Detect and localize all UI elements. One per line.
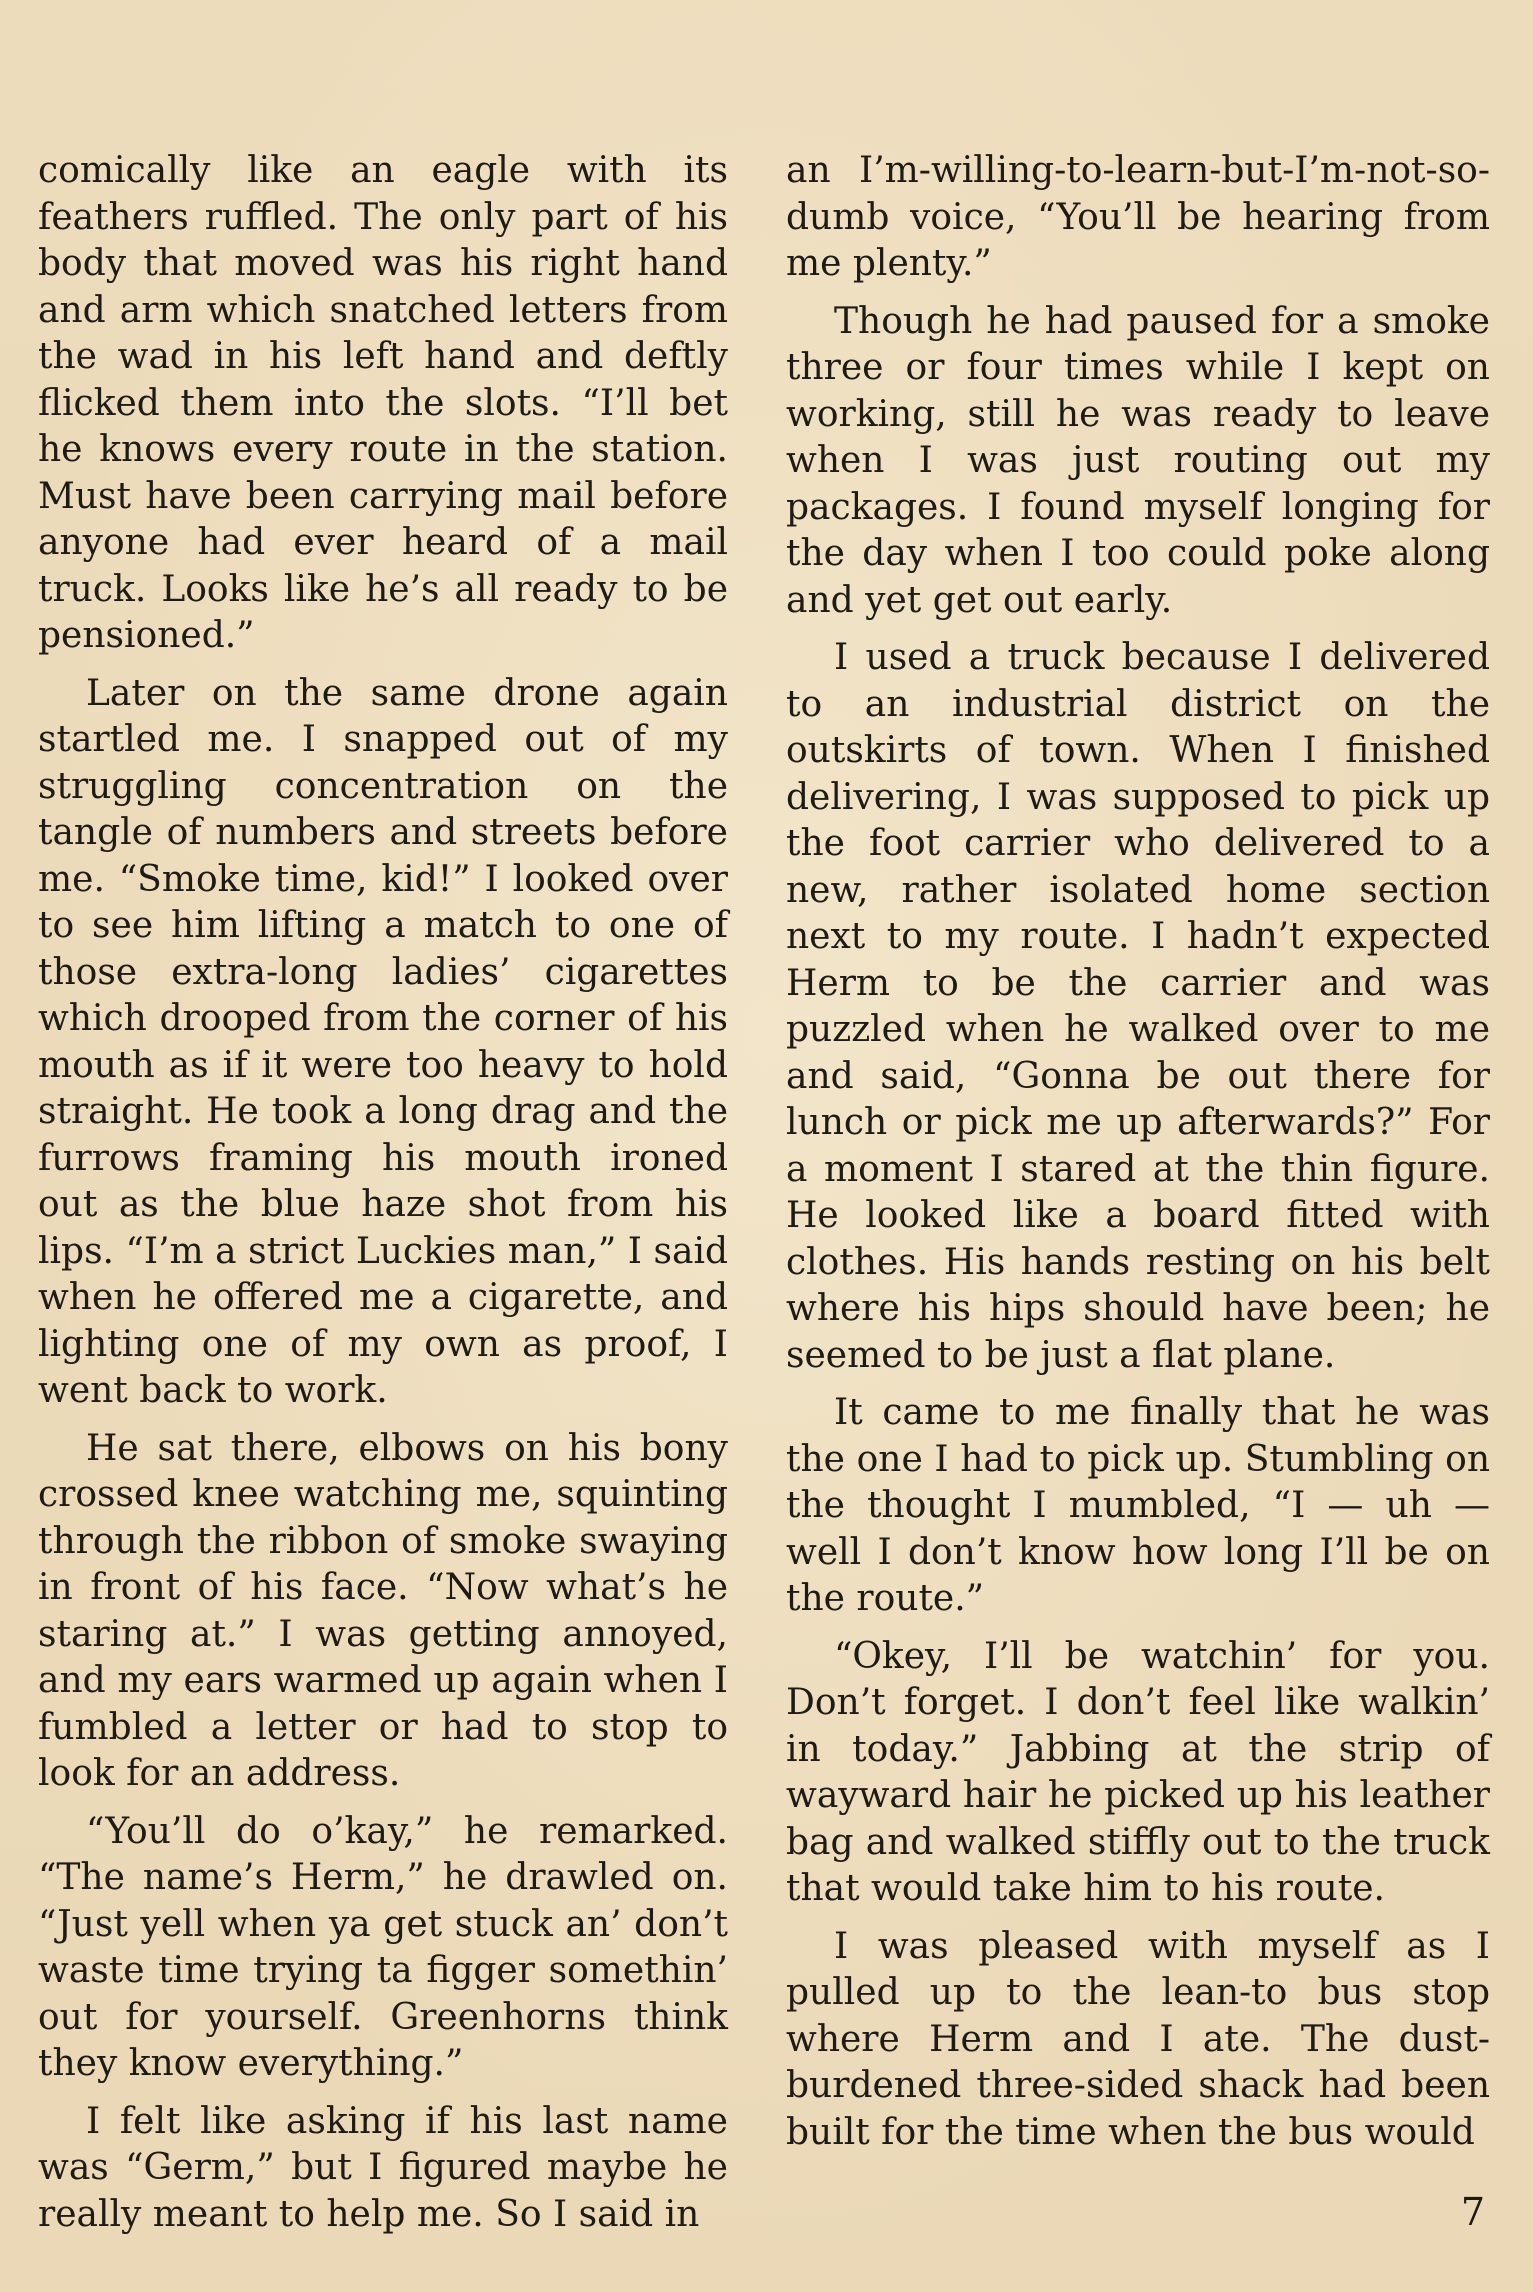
paragraph-continued: comically like an eagle with its feathers ruffled. The only part of his body that moved was his right hand and arm which snatched letters from the wad in his left hand and deftly flicked them into the slots. “I’ll bet he knows every route in the station. Must have been carrying mail before anyone had ever heard of a mail truck. Looks like he’s all ready to be pensioned.”	[38, 150, 728, 656]
paragraph: “Okey, I’ll be watchin’ for you. Don’t forget. I don’t feel like walkin’ in today.” Jabbing at the strip of wayward hair he picked up his leather bag and walked stiffly out to the truck that would take him to his route.	[786, 1635, 1490, 1909]
left-text-column	[38, 148, 728, 2249]
paragraph: I was pleased with myself as I pulled up to the lean-to bus stop where Herm and I ate. The dust-burdened three-sided shack had been built for the time when the bus would	[786, 1925, 1490, 2153]
paragraph-continued: an I’m-willing-to-learn-but-I’m-not-so-dumb voice, “You’ll be hearing from me plenty.”	[786, 150, 1490, 284]
paragraph: Later on the same drone again startled me. I snapped out of my struggling concentration on the tangle of numbers and streets before me. “Smoke time, kid!” I looked over to see him lifting a match to one of those extra-long ladies’ cigarettes which drooped from the corner of his mouth as if it were too heavy to hold straight. He took a long drag and the furrows framing his mouth ironed out as the blue haze shot from his lips. “I’m a strict Luckies man,” I said when he offered me a cigarette, and lighting one of my own as proof, I went back to work.	[38, 672, 728, 1411]
paragraph: I felt like asking if his last name was “Germ,” but I figured maybe he really meant to help me. So I said in	[38, 2100, 728, 2235]
paragraph: I used a truck because I delivered to an industrial district on the outskirts of town. When I finished delivering, I was supposed to pick up the foot carrier who delivered to a new, rather isolated home section next to my route. I hadn’t expected Herm to be the carrier and was puzzled when he walked over to me and said, “Gonna be out there for lunch or pick me up afterwards?” For a moment I stared at the thin figure. He looked like a board fitted with clothes. His hands resting on his belt where his hips should have been; he seemed to be just a flat plane.	[786, 637, 1490, 1376]
page-number: 7	[1460, 2190, 1485, 2234]
paragraph: It came to me finally that he was the one I had to pick up. Stumbling on the thought I mumbled, “I — uh — well I don’t know how long I’ll be on the route.”	[786, 1392, 1490, 1619]
paragraph: “You’ll do o’kay,” he remarked. “The name’s Herm,” he drawled on. “Just yell when ya get stuck an’ don’t waste time trying ta figger somethin’ out for yourself. Greenhorns think they know everything.”	[38, 1810, 728, 2084]
paragraph: He sat there, elbows on his bony crossed knee watching me, squinting through the ribbon of smoke swaying in front of his face. “Now what’s he staring at.” I was getting annoyed, and my ears warmed up again when I fumbled a letter or had to stop to look for an address.	[38, 1427, 728, 1794]
right-text-column	[786, 148, 1490, 2167]
paragraph: Though he had paused for a smoke three or four times while I kept on working, still he was ready to leave when I was just routing out my packages. I found myself longing for the day when I too could poke along and yet get out early.	[786, 300, 1490, 621]
